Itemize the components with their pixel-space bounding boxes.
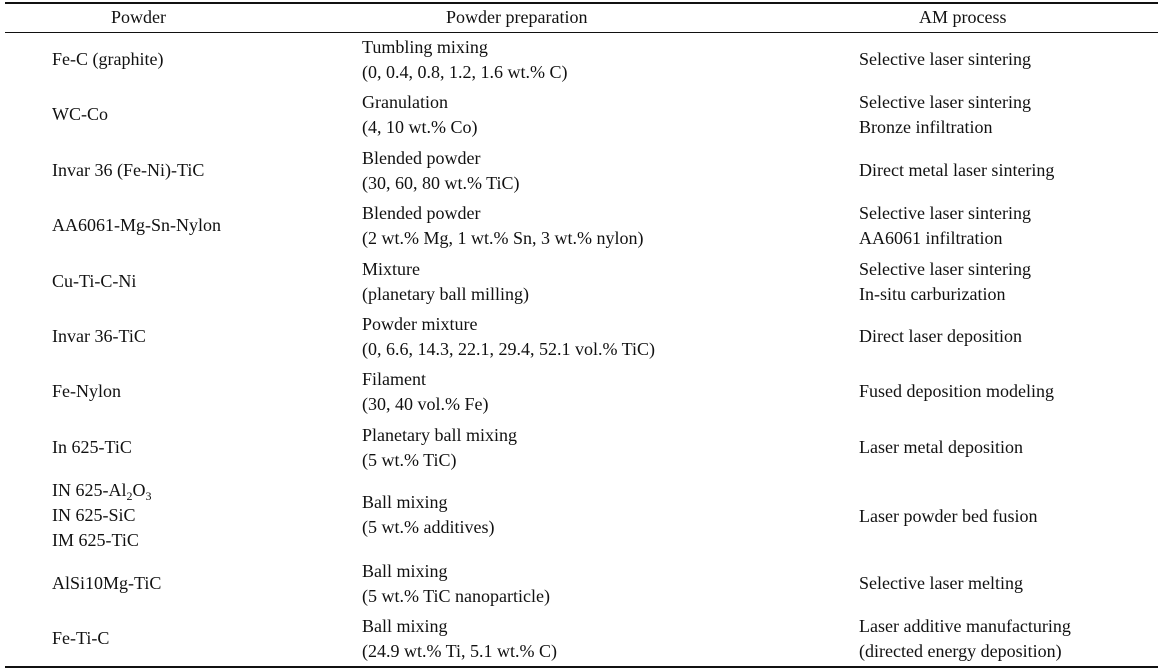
preparation-composition: (24.9 wt.% Ti, 5.1 wt.% C) (362, 641, 558, 661)
table-bottom-rule (5, 666, 1158, 668)
preparation-composition: (planetary ball milling) (362, 284, 529, 304)
table-top-rule (5, 2, 1158, 4)
am-process-secondary: AA6061 infiltration (859, 228, 1003, 248)
powder-name: Invar 36-TiC (52, 326, 146, 346)
preparation-method: Tumbling mixing (362, 37, 488, 57)
preparation-method: Powder mixture (362, 314, 478, 334)
am-process-name: Direct metal laser sintering (859, 160, 1055, 180)
powder-name-al2o3 (52, 478, 152, 503)
preparation-cell (362, 367, 488, 417)
powder-cell (52, 478, 152, 553)
am-process-cell (859, 201, 1031, 251)
preparation-composition: (30, 60, 80 wt.% TiC) (362, 173, 520, 193)
preparation-method: Blended powder (362, 148, 481, 168)
preparation-composition: (2 wt.% Mg, 1 wt.% Sn, 3 wt.% nylon) (362, 228, 644, 248)
am-process-cell (859, 614, 1071, 664)
preparation-cell (362, 35, 568, 85)
preparation-method: Filament (362, 369, 426, 389)
preparation-cell (362, 312, 655, 362)
preparation-composition: (30, 40 vol.% Fe) (362, 394, 489, 414)
powder-cell (52, 47, 163, 72)
preparation-composition: (5 wt.% TiC) (362, 450, 457, 470)
preparation-method: Blended powder (362, 203, 481, 223)
powder-name: AA6061-Mg-Sn-Nylon (52, 215, 221, 235)
preparation-cell (362, 559, 550, 609)
am-process-name: Laser additive manufacturing (859, 616, 1071, 636)
preparation-cell (362, 423, 517, 473)
preparation-method: Mixture (362, 259, 420, 279)
preparation-composition: (0, 0.4, 0.8, 1.2, 1.6 wt.% C) (362, 62, 568, 82)
powder-cell (52, 158, 204, 183)
powder-cell (52, 571, 161, 596)
am-process-name: Selective laser sintering (859, 92, 1031, 112)
powder-cell (52, 626, 109, 651)
powder-name: Fe-Nylon (52, 381, 121, 401)
am-process-cell (859, 257, 1031, 307)
header-rule (5, 32, 1158, 33)
am-process-cell (859, 90, 1031, 140)
powder-name: IN 625-SiC (52, 505, 136, 525)
am-process-name: Fused deposition modeling (859, 381, 1054, 401)
am-process-name: Selective laser melting (859, 573, 1023, 593)
powder-name: IM 625-TiC (52, 530, 139, 550)
preparation-cell (362, 201, 644, 251)
header-am-process: AM process (919, 7, 1007, 27)
powder-name: WC-Co (52, 104, 108, 124)
am-process-name: Selective laser sintering (859, 259, 1031, 279)
am-process-cell (859, 435, 1023, 460)
am-process-name: Laser metal deposition (859, 437, 1023, 457)
powder-cell (52, 435, 132, 460)
powder-cell (52, 324, 146, 349)
preparation-method: Ball mixing (362, 616, 448, 636)
preparation-cell (362, 257, 529, 307)
preparation-method: Ball mixing (362, 492, 448, 512)
formula-mid: O (132, 480, 146, 500)
powder-cell (52, 379, 121, 404)
preparation-cell (362, 146, 520, 196)
powder-name: Fe-C (graphite) (52, 49, 164, 69)
powder-name: In 625-TiC (52, 437, 132, 457)
am-process-cell (859, 379, 1054, 404)
preparation-cell (362, 90, 478, 140)
preparation-cell (362, 490, 494, 540)
preparation-composition: (4, 10 wt.% Co) (362, 117, 478, 137)
header-powder-preparation: Powder preparation (446, 7, 588, 27)
formula-subscript: 2 (126, 489, 133, 503)
am-process-name: Selective laser sintering (859, 49, 1031, 69)
am-process-name: Laser powder bed fusion (859, 506, 1038, 526)
am-process-name: Selective laser sintering (859, 203, 1031, 223)
powder-name: Cu-Ti-C-Ni (52, 271, 137, 291)
am-process-cell (859, 571, 1023, 596)
preparation-method: Planetary ball mixing (362, 425, 517, 445)
preparation-cell (362, 614, 557, 664)
am-process-name: Direct laser deposition (859, 326, 1022, 346)
am-process-cell (859, 504, 1037, 529)
formula-base: IN 625-Al (52, 480, 127, 500)
am-process-cell (859, 47, 1031, 72)
am-process-cell (859, 324, 1022, 349)
preparation-composition: (5 wt.% TiC nanoparticle) (362, 586, 550, 606)
powder-cell (52, 269, 136, 294)
powder-cell (52, 102, 108, 127)
am-process-secondary: Bronze infiltration (859, 117, 993, 137)
am-process-secondary: (directed energy deposition) (859, 641, 1062, 661)
header-powder: Powder (111, 7, 166, 27)
powder-name: Fe-Ti-C (52, 628, 110, 648)
powder-name: AlSi10Mg-TiC (52, 573, 162, 593)
powder-name: Invar 36 (Fe-Ni)-TiC (52, 160, 205, 180)
am-process-cell (859, 158, 1054, 183)
am-process-secondary: In-situ carburization (859, 284, 1006, 304)
preparation-method: Granulation (362, 92, 448, 112)
preparation-method: Ball mixing (362, 561, 448, 581)
powder-cell (52, 213, 221, 238)
preparation-composition: (0, 6.6, 14.3, 22.1, 29.4, 52.1 vol.% TiC) (362, 339, 656, 359)
formula-subscript: 3 (145, 489, 152, 503)
preparation-composition: (5 wt.% additives) (362, 517, 495, 537)
